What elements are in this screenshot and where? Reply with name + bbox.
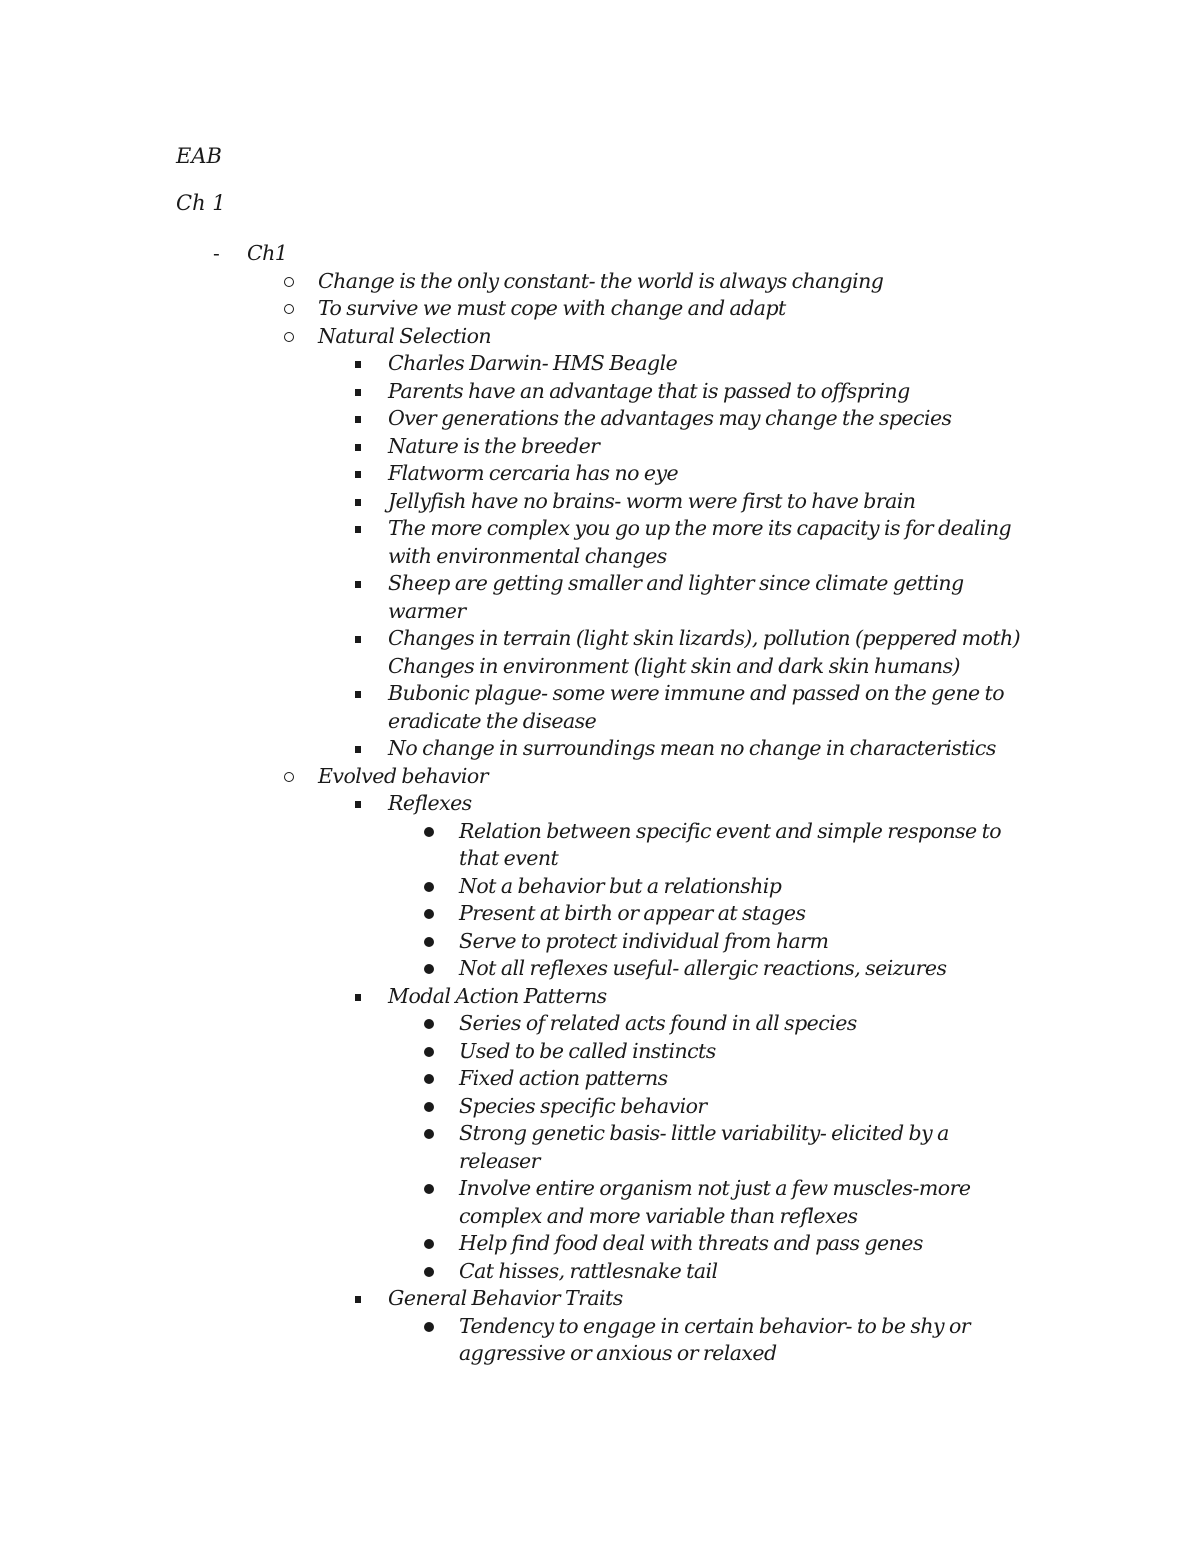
outline-item: [0, 350, 1200, 378]
outline-item-text: The more complex you go up the more its capacity is for dealing: [388, 516, 1012, 540]
outline-item: [0, 818, 1200, 846]
outline-item: [0, 680, 1200, 708]
outline-item-text: General Behavior Traits: [388, 1286, 623, 1310]
outline-item: [0, 1285, 1200, 1313]
outline-item-text: Tendency to engage in certain behavior- to be shy or: [459, 1313, 971, 1338]
outline-item: [0, 405, 1200, 433]
outline-item: [0, 1093, 1200, 1121]
outline-item-text: Parents have an advantage that is passed to offspring: [388, 378, 910, 403]
outline-item-text: Strong genetic basis- little variability- elicited by a: [459, 1121, 949, 1145]
outline-item-text: releaser: [459, 1148, 540, 1173]
outline-item-text: Serve to protect individual from harm: [459, 928, 829, 953]
outline-item-text: eradicate the disease: [388, 708, 597, 733]
outline-item: [0, 763, 1200, 791]
outline-item: [0, 1230, 1200, 1258]
outline-item: [0, 378, 1200, 406]
outline-item-continuation: [0, 1340, 1200, 1368]
notes-outline: [0, 240, 1200, 1368]
outline-item-text: To survive we must cope with change and adapt: [318, 296, 786, 320]
outline-item: [0, 515, 1200, 543]
outline-item-text: Changes in terrain (light skin lizards), pollution (peppered moth): [388, 626, 1021, 650]
outline-item-text: Involve entire organism not just a few muscles-more: [459, 1176, 971, 1200]
outline-item-text: Charles Darwin- HMS Beagle: [388, 351, 678, 375]
outline-item: [0, 1175, 1200, 1203]
outline-item: [0, 488, 1200, 516]
outline-item-continuation: [0, 653, 1200, 681]
outline-item-continuation: [0, 543, 1200, 571]
outline-item-text: Fixed action patterns: [459, 1066, 668, 1090]
outline-item-continuation: [0, 598, 1200, 626]
outline-item-text: Nature is the breeder: [388, 433, 600, 458]
outline-item: [0, 268, 1200, 296]
outline-item-continuation: [0, 1148, 1200, 1176]
outline-item: [0, 873, 1200, 901]
outline-item-text: warmer: [388, 598, 466, 623]
outline-item-text: Bubonic plague- some were immune and passed on the gene to: [388, 681, 1005, 705]
outline-item-text: Species specific behavior: [459, 1093, 707, 1118]
outline-item-continuation: [0, 708, 1200, 736]
outline-item-continuation: [0, 845, 1200, 873]
outline-item: [0, 625, 1200, 653]
outline-item-text: that event: [459, 846, 559, 870]
outline-item-text: complex and more variable than reflexes: [459, 1203, 858, 1228]
outline-item: [0, 240, 1200, 268]
outline-item: [0, 1258, 1200, 1286]
outline-item: [0, 983, 1200, 1011]
outline-item: [0, 295, 1200, 323]
outline-item-text: Flatworm cercaria has no eye: [388, 461, 679, 485]
outline-item-text: Help find food deal with threats and pass genes: [459, 1231, 923, 1255]
outline-item-text: Sheep are getting smaller and lighter since climate getting: [388, 571, 964, 595]
outline-item: [0, 900, 1200, 928]
outline-item: [0, 955, 1200, 983]
outline-item-continuation: [0, 1203, 1200, 1231]
outline-item-text: Changes in environment (light skin and dark skin humans): [388, 653, 960, 678]
outline-item: [0, 433, 1200, 461]
outline-item: [0, 570, 1200, 598]
outline-item: [0, 1313, 1200, 1341]
outline-item-text: Evolved behavior: [318, 763, 488, 788]
outline-item-text: aggressive or anxious or relaxed: [459, 1341, 777, 1365]
outline-item-text: Series of related acts found in all species: [459, 1011, 857, 1035]
outline-item-text: Present at birth or appear at stages: [459, 901, 806, 925]
outline-item-text: Change is the only constant- the world is always changing: [318, 268, 884, 293]
outline-item: [0, 1120, 1200, 1148]
outline-item-text: Not a behavior but a relationship: [459, 873, 782, 898]
outline-item-text: Ch1: [247, 241, 288, 265]
outline-item-text: Natural Selection: [318, 323, 492, 348]
outline-item-text: Modal Action Patterns: [388, 983, 607, 1008]
outline-item: [0, 928, 1200, 956]
outline-item: [0, 1038, 1200, 1066]
outline-item: [0, 790, 1200, 818]
outline-item-text: Cat hisses, rattlesnake tail: [459, 1258, 718, 1283]
outline-item-text: with environmental changes: [388, 543, 667, 568]
outline-item-text: Not all reflexes useful- allergic reactions, seizures: [459, 956, 947, 980]
outline-item: [0, 323, 1200, 351]
outline-item: [0, 1010, 1200, 1038]
outline-item-text: Over generations the advantages may change the species: [388, 406, 952, 430]
document-title: EAB: [176, 144, 222, 168]
outline-item-text: Jellyfish have no brains- worm were first to have brain: [388, 488, 916, 513]
outline-item: [0, 1065, 1200, 1093]
outline-item: [0, 460, 1200, 488]
outline-item-text: Relation between specific event and simple response to: [459, 818, 1002, 843]
outline-item-text: Reflexes: [388, 791, 472, 815]
dash-bullet: -: [213, 241, 220, 265]
outline-item: [0, 735, 1200, 763]
outline-item-text: Used to be called instincts: [459, 1038, 716, 1063]
chapter-heading: Ch 1: [176, 191, 226, 215]
outline-item-text: No change in surroundings mean no change in characteristics: [388, 736, 996, 760]
